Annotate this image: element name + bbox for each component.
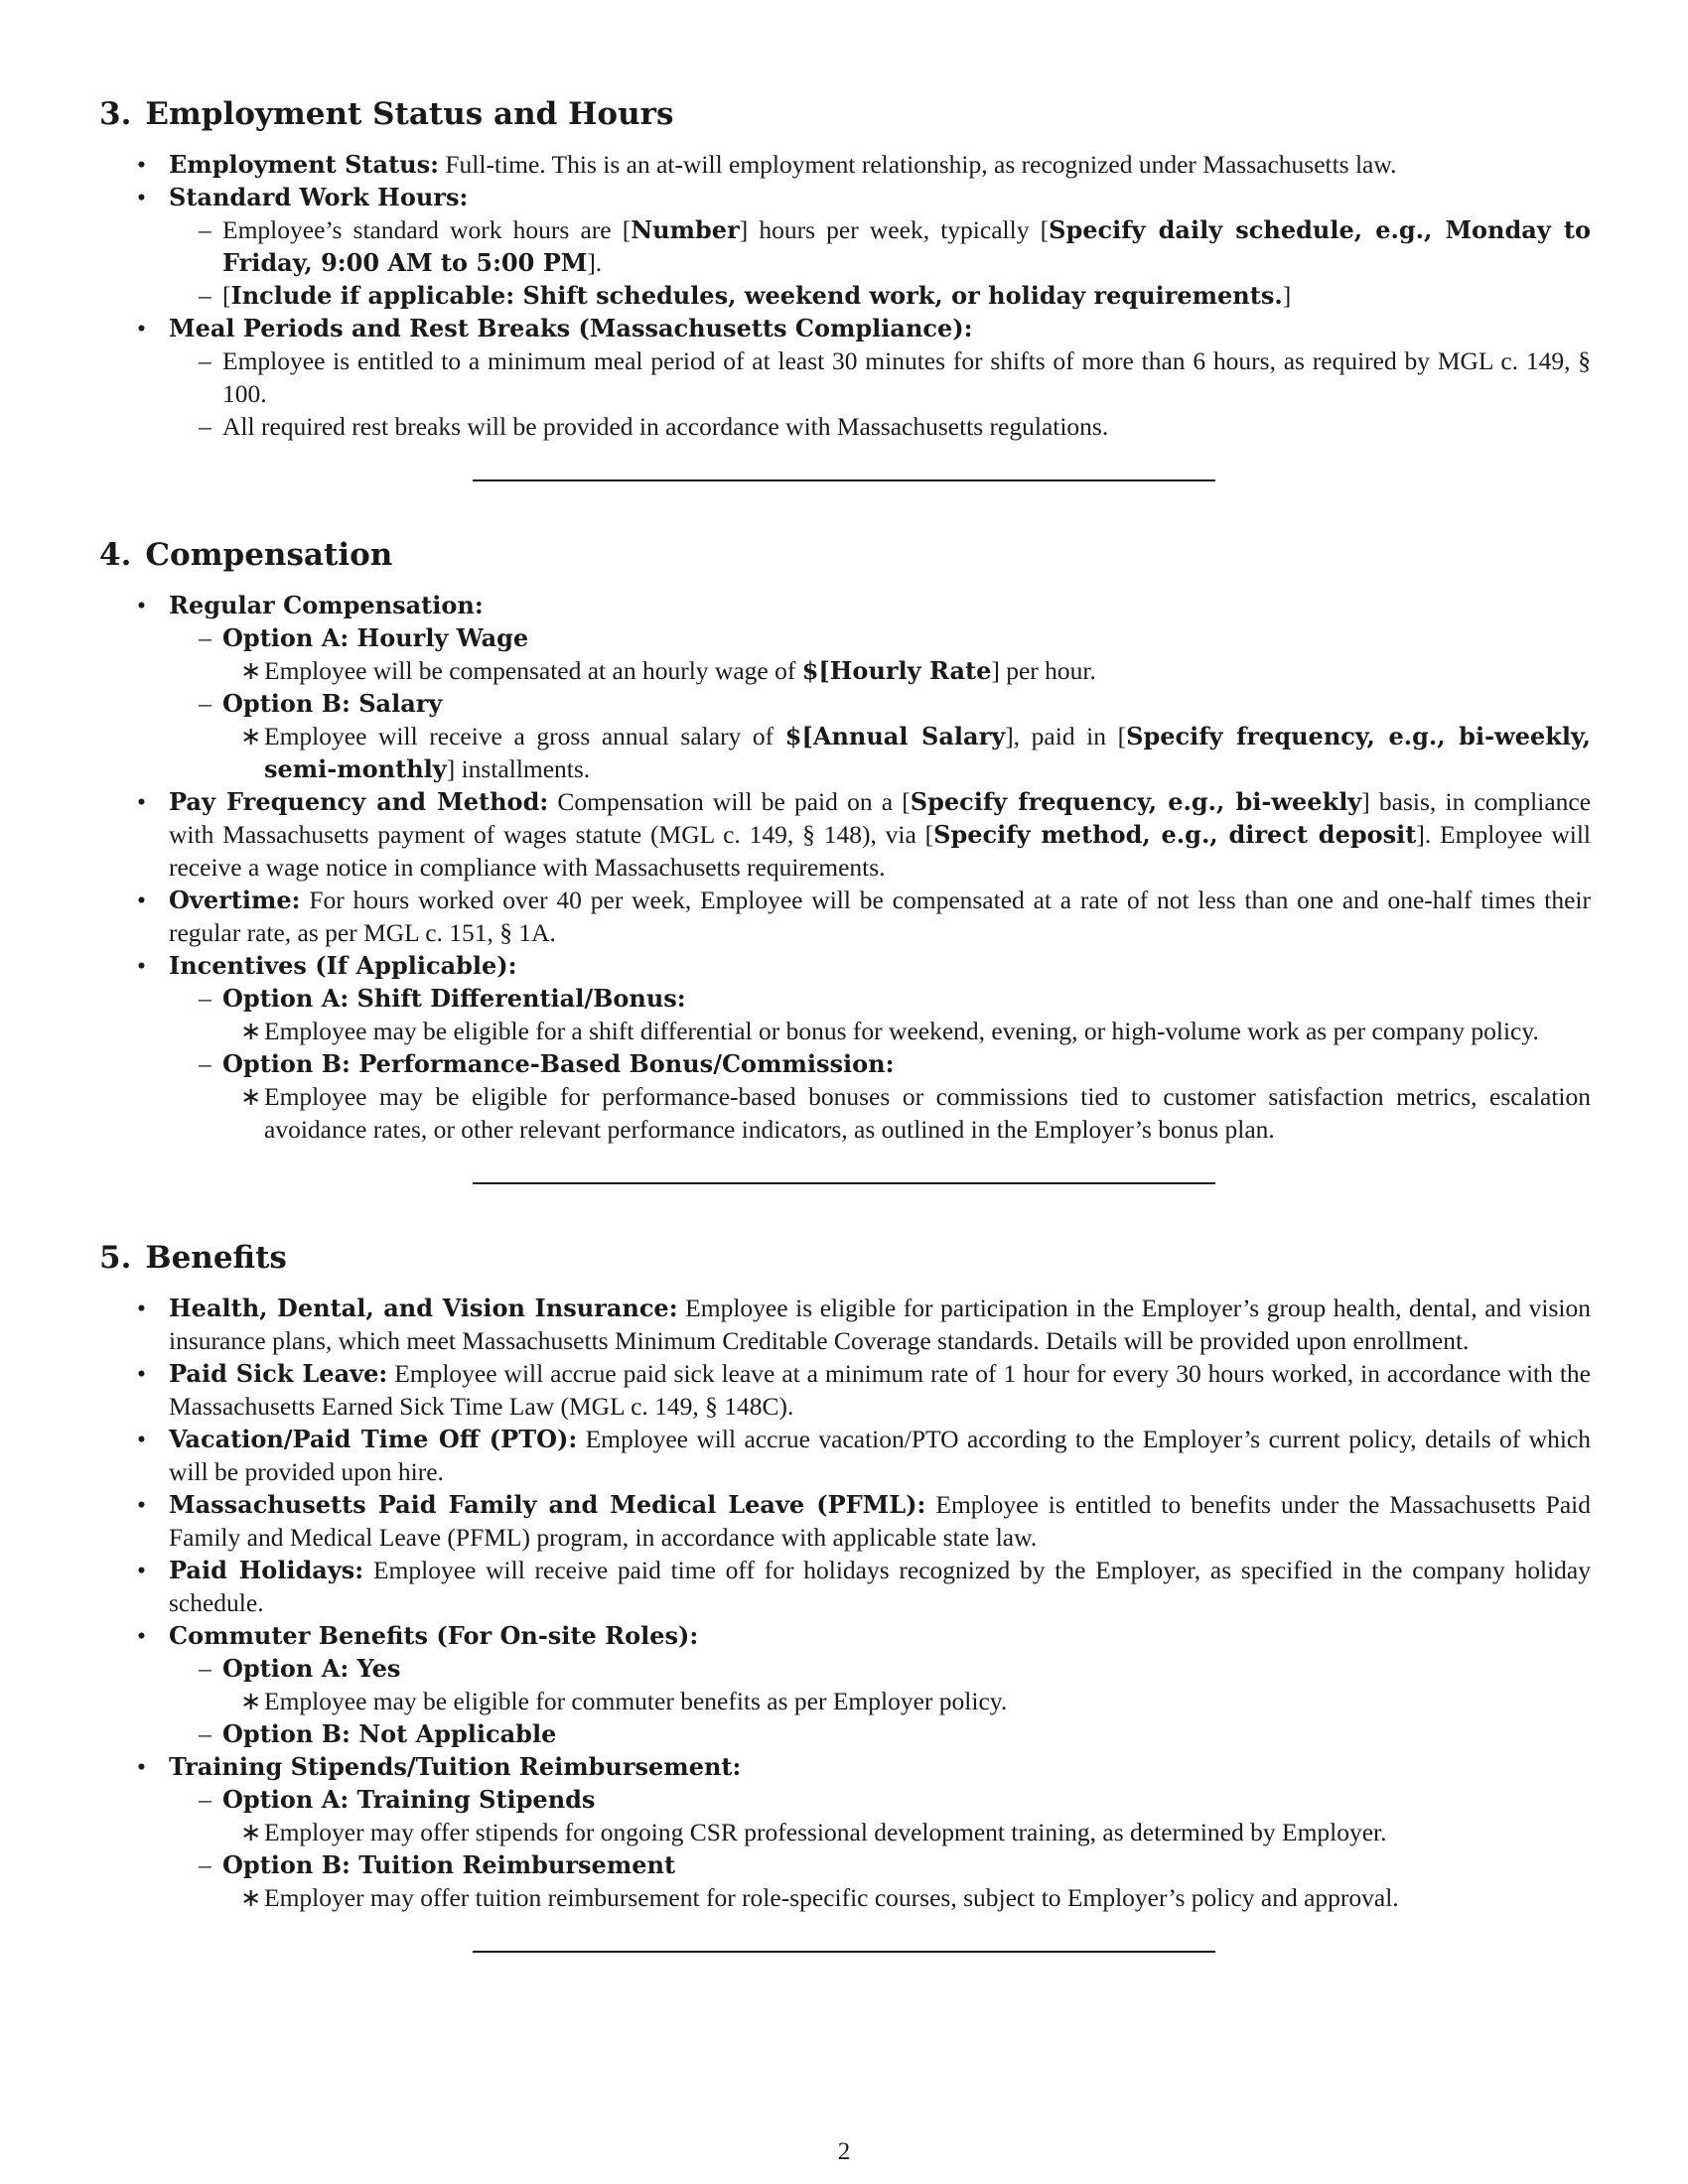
sub-sub-item-hourly-wage: ∗ Employee will be compensated at an hourly wage of $[Hourly Rate] per hour. xyxy=(240,656,1096,685)
list-item-commuter-benefits: • Commuter Benefits (For On-site Roles): – Option A: Yes ∗ Employee may be eligible for commuter benefits as per Employer policy. – Option B: Not Applicable xyxy=(99,1619,1591,1750)
sub-item-option-hourly: – Option A: Hourly Wage ∗ Employee will be compensated at an hourly wage of $[Hourly Rate] per hour. xyxy=(161,621,1591,687)
section-benefits xyxy=(99,1238,1591,1953)
sub-sub-item-commission: ∗ Employee may be eligible for performance-based bonuses or commissions tied to customer satisfaction metrics, escalation avoidance rates, or other relevant performance indicators, as outlined in the Employer’s bonus plan. xyxy=(240,1082,1591,1144)
sub-item-training-stipends: – Option A: Training Stipends ∗ Employer may offer stipends for ongoing CSR professional development training, as determined by Employer. xyxy=(161,1783,1591,1848)
sub-sub-item-stipends: ∗ Employer may offer stipends for ongoing CSR professional development training, as determined by Employer. xyxy=(240,1818,1387,1846)
list-item-meal-periods: • Meal Periods and Rest Breaks (Massachusetts Compliance): – Employee is entitled to a minimum meal period of at least 30 minutes for shifts of more than 6 hours, as required by MGL c. 149, § 100. – All required rest breaks will be provided in accordance with Massachusetts regulations. xyxy=(137,314,1591,441)
list-item-regular-compensation: • Regular Compensation: – Option A: Hourly Wage ∗ Employee will be compensated at an hourly wage of $[Hourly Rate] per hour. – Option B: Salary ∗ Employee will receive a gross annual salary of $[Annual Salary], paid in [Specify frequency, e.g., bi-weekly, semi-monthly] installments. xyxy=(137,591,1591,783)
sub-sub-item-commuter-eligible: ∗ Employee may be eligible for commuter benefits as per Employer policy. xyxy=(240,1687,1008,1715)
sub-item-rest-breaks: – All required rest breaks will be provided in accordance with Massachusetts regulations. xyxy=(199,412,1109,441)
sub-sub-item-annual-salary: ∗ Employee will receive a gross annual salary of $[Annual Salary], paid in [Specify frequency, e.g., bi-weekly, semi-monthly] installments. xyxy=(240,722,1591,783)
list-item-pay-frequency: • Pay Frequency and Method: Compensation will be paid on a [Specify frequency, e.g., bi-weekly] basis, in compliance with Massachusetts payment of wages statute (MGL c. 149, § 148), via [Specify method, e.g., direct deposit]. Employee will receive a wage notice in compliance with Massachusetts requirements. xyxy=(137,787,1592,882)
section-heading: 3. Employment Status and Hours xyxy=(99,96,674,132)
sub-item-tuition-reimbursement: – Option B: Tuition Reimbursement ∗ Employer may offer tuition reimbursement for role-specific courses, subject to Employer’s policy and approval. xyxy=(161,1848,1591,1914)
list-item-employment-status: • Employment Status: Full-time. This is an at-will employment relationship, as recognized under Massachusetts law. xyxy=(137,150,1397,179)
sub-item-weekly-hours: – Employee’s standard work hours are [Number] hours per week, typically [Specify daily schedule, e.g., Monday to Friday, 9:00 AM to 5:00 PM]. xyxy=(199,215,1591,277)
sub-sub-item-tuition: ∗ Employer may offer tuition reimbursement for role-specific courses, subject to Employer’s policy and approval. xyxy=(240,1883,1399,1912)
list-item-paid-sick-leave: • Paid Sick Leave: Employee will accrue paid sick leave at a minimum rate of 1 hour for every 30 hours worked, in accordance with the Massachusetts Earned Sick Time Law (MGL c. 149, § 148C). xyxy=(137,1359,1592,1421)
sub-item-option-salary: – Option B: Salary ∗ Employee will receive a gross annual salary of $[Annual Salary], paid in [Specify frequency, e.g., bi-weekly, semi-monthly] installments. xyxy=(199,689,1591,783)
sub-sub-item-shift-bonus: ∗ Employee may be eligible for a shift differential or bonus for weekend, evening, or high-volume work as per company policy. xyxy=(240,1017,1539,1045)
section-heading: 4. Compensation xyxy=(99,537,393,573)
list-item-standard-work-hours: • Standard Work Hours: – Employee’s standard work hours are [Number] hours per week, typically [Specify daily schedule, e.g., Monday to Friday, 9:00 AM to 5:00 PM]. – [Include if applicable: Shift schedules, weekend work, or holiday requirements.] xyxy=(137,183,1591,310)
sub-item-meal-period: – Employee is entitled to a minimum meal period of at least 30 minutes for shifts of more than 6 hours, as required by MGL c. 149, § 100. xyxy=(199,346,1591,408)
section-divider xyxy=(473,1951,1215,1953)
section-heading: 5. Benefits xyxy=(99,1240,287,1276)
document-page xyxy=(99,94,1591,2006)
list-item-paid-holidays: • Paid Holidays: Employee will receive paid time off for holidays recognized by the Employer, as specified in the company holiday schedule. xyxy=(137,1556,1591,1617)
section-employment-status xyxy=(99,94,1591,481)
list-item-health-insurance: • Health, Dental, and Vision Insurance: Employee is eligible for participation in the Employer’s group health, dental, and vision insurance plans, which meet Massachusetts Minimum Creditable Coverage standards. Details will be provided upon enrollment. xyxy=(137,1294,1592,1355)
sub-item-commuter-not-applicable: – Option B: Not Applicable xyxy=(199,1719,557,1748)
sub-item-shift-schedules: – [Include if applicable: Shift schedules, weekend work, or holiday requirements.] xyxy=(199,281,1292,310)
sub-item-performance-bonus: – Option B: Performance-Based Bonus/Commission: ∗ Employee may be eligible for performance-based bonuses or commissions tied to customer satisfaction metrics, escalation avoidance rates, or other relevant performance indicators, as outlined in the Employer’s bonus plan. xyxy=(199,1049,1591,1144)
list-item-vacation-pto: • Vacation/Paid Time Off (PTO): Employee will accrue vacation/PTO according to the Employer’s current policy, details of which will be provided upon hire. xyxy=(137,1425,1591,1486)
list-item-incentives: • Incentives (If Applicable): – Option A: Shift Differential/Bonus: ∗ Employee may be eligible for a shift differential or bonus for weekend, evening, or high-volume work as per company policy. – Option B: Performance-Based Bonus/Commission: ∗ Employee may be eligible for performance-based bonuses or commissions tied to customer satisfaction metrics, escalation avoidance rates, or other relevant performance indicators, as outlined in the Employer’s bonus plan. xyxy=(137,951,1591,1144)
list-item-training-stipends: • Training Stipends/Tuition Reimbursement: – Option A: Training Stipends ∗ Employer may offer stipends for ongoing CSR professional development training, as determined by Employer. – Option B: Tuition Reimbursement ∗ Employer may offer tuition reimbursement for role-specific courses, subject to Employer’s policy and approval. xyxy=(99,1750,1591,1914)
sub-item-shift-differential: – Option A: Shift Differential/Bonus: ∗ Employee may be eligible for a shift differential or bonus for weekend, evening, or high-volume work as per company policy. xyxy=(161,982,1591,1047)
page-number: 2 xyxy=(837,2138,851,2165)
list-item-pfml: • Massachusetts Paid Family and Medical Leave (PFML): Employee is entitled to benefits under the Massachusetts Paid Family and Medical Leave (PFML) program, in accordance with applicable state law. xyxy=(137,1490,1592,1552)
section-divider xyxy=(473,479,1215,481)
section-divider xyxy=(473,1182,1215,1184)
sub-item-commuter-yes: – Option A: Yes ∗ Employee may be eligible for commuter benefits as per Employer policy. xyxy=(161,1652,1591,1717)
section-compensation xyxy=(99,535,1591,1184)
list-item-overtime: • Overtime: For hours worked over 40 per week, Employee will be compensated at a rate of not less than one and one-half times their regular rate, as per MGL c. 151, § 1A. xyxy=(137,886,1591,947)
